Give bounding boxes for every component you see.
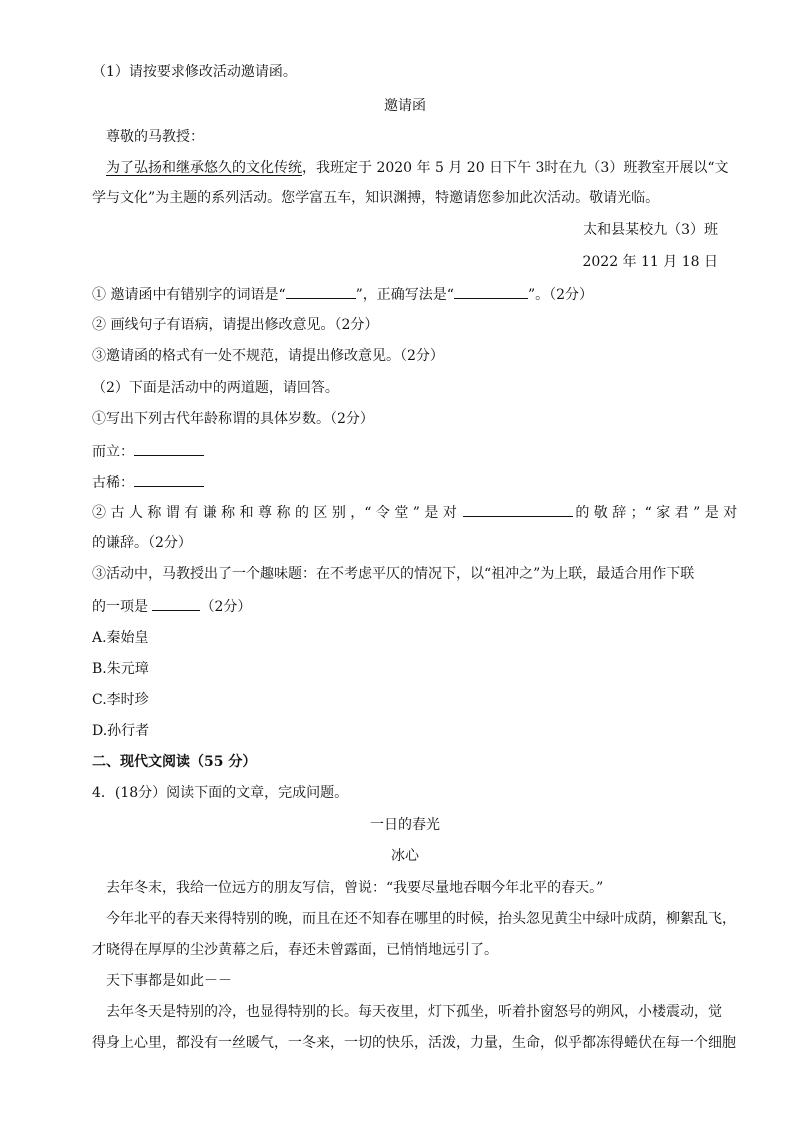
letter-body-rest: ，我班定于 2020 年 5 月 20 日下午 3时在九（3）班教室开展以“文 <box>302 160 729 176</box>
q1-text-pre: ① 邀请函中有错别字的词语是“ <box>92 287 286 303</box>
essay-paragraph2-line2: 才晓得在厚厚的尘沙黄幕之后，春还未曾露面，已悄悄地远引了。 <box>92 942 498 958</box>
guxi-line <box>92 472 718 494</box>
q1-text-mid: ”，正确写法是“ <box>355 287 454 303</box>
q1-intro: （1）请按要求修改活动邀请函。 <box>92 64 297 80</box>
sub2-question3-line1: ③活动中，马教授出了一个趣味题：在不考虑平仄的情况下，以“祖冲之”为上联，最适合用作下联 <box>92 566 695 582</box>
sub2-question3-line2 <box>92 596 718 618</box>
answer-blank-lingtang[interactable] <box>463 502 573 517</box>
letter-signature: 太和县某校九（3）班 <box>583 222 718 238</box>
sub1-question1 <box>92 284 718 306</box>
essay-paragraph3: 天下事都是如此－－ <box>106 973 232 989</box>
answer-blank-couplet[interactable] <box>152 596 200 611</box>
letter-body-line1 <box>106 158 729 180</box>
answer-blank-wrong-word[interactable] <box>286 284 356 299</box>
answer-blank-guxi[interactable] <box>134 472 204 487</box>
essay-paragraph2-line1: 今年北平的春天来得特别的晚，而且在还不知春在哪里的时候，抬头忽见黄尘中绿叶成荫，柳絮乱飞， <box>106 911 736 927</box>
answer-blank-correct-word[interactable] <box>454 284 528 299</box>
letter-salutation: 尊敬的马教授： <box>106 129 204 145</box>
sub2-question2-line2: 的谦辞。（2分） <box>92 535 192 551</box>
q2-text-post: 的 敬 辞 ；“ 家 君 ” 是 对 <box>575 505 738 521</box>
q4-intro: 4．(18分）阅读下面的文章，完成问题。 <box>92 785 349 801</box>
sub1-question2: ② 画线句子有语病，请提出修改意见。（2分） <box>92 317 379 333</box>
q2-intro: （2）下面是活动中的两道题，请回答。 <box>92 380 339 396</box>
letter-date: 2022 年 11 月 18 日 <box>582 254 718 270</box>
sub1-question3: ③邀请函的格式有一处不规范，请提出修改意见。（2分） <box>92 348 444 364</box>
option-c[interactable]: C.李时珍 <box>92 692 149 708</box>
essay-paragraph1: 去年冬末，我给一位远方的朋友写信，曾说：“我要尽量地吞咽今年北平的春天。” <box>106 880 604 896</box>
essay-paragraph4-line1: 去年冬天是特别的冷，也显得特别的长。每天夜里，灯下孤坐，听着扑窗怒号的朔风，小楼震动，觉 <box>106 1004 722 1020</box>
guxi-label: 古稀： <box>92 475 134 491</box>
sub2-question2-line1 <box>92 502 738 524</box>
q2-text-pre: ② 古 人 称 谓 有 谦 称 和 尊 称 的 区 别 ，“ 令 堂 ” 是 对 <box>92 505 457 521</box>
q1-text-post: ”。（2分） <box>527 287 594 303</box>
essay-paragraph4-line2: 得身上心里，都没有一丝暖气，一冬来，一切的快乐，活泼，力量，生命，似乎都冻得蜷伏在每一个细胞 <box>92 1035 736 1051</box>
sub2-question1: ①写出下列古代年龄称谓的具体岁数。（2分） <box>92 411 374 427</box>
letter-body-line2: 学与文化”为主题的系列活动。您学富五车，知识渊搏，特邀请您参加此次活动。敬请光临。 <box>92 190 660 206</box>
erli-label: 而立： <box>92 444 134 460</box>
answer-blank-erli[interactable] <box>134 441 204 456</box>
option-b[interactable]: B.朱元璋 <box>92 661 149 677</box>
essay-title: 一日的春光 <box>370 817 440 833</box>
letter-title: 邀请函 <box>384 98 426 114</box>
q3-text-post: （2分） <box>200 599 252 615</box>
option-d[interactable]: D.孙行者 <box>92 723 150 739</box>
option-a[interactable]: A.秦始皇 <box>92 630 149 646</box>
underlined-sentence: 为了弘扬和继承悠久的文化传统 <box>106 160 302 176</box>
essay-author: 冰心 <box>391 848 419 864</box>
section2-heading: 二、现代文阅读（55 分） <box>92 754 257 770</box>
erli-line <box>92 441 718 463</box>
q3-text-pre: 的一项是 <box>92 599 148 615</box>
